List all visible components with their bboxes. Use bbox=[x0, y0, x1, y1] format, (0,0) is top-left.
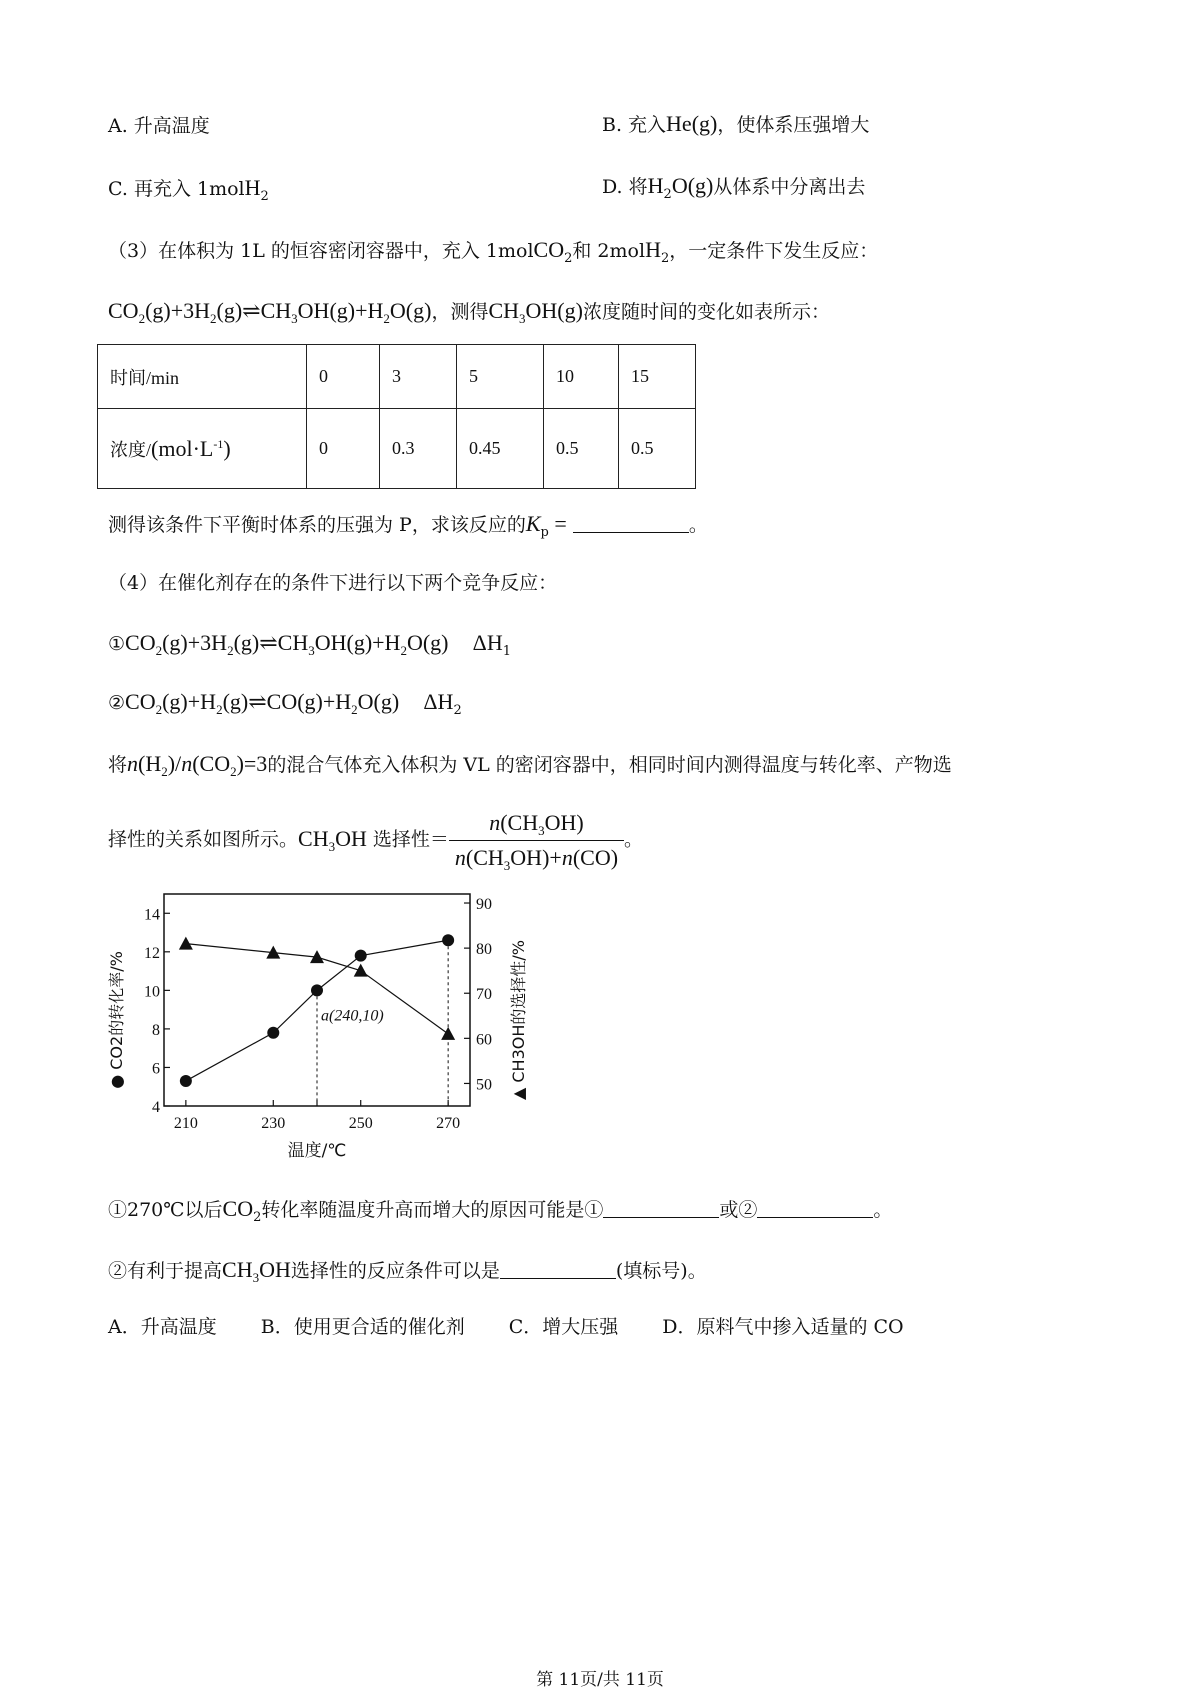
table-cell: 0.5 bbox=[619, 409, 696, 489]
answer-blank-3[interactable] bbox=[500, 1260, 616, 1279]
conc-unit: (mol·L bbox=[151, 435, 214, 461]
kp-sub: p bbox=[540, 525, 549, 540]
kp-eq: = bbox=[548, 511, 567, 536]
ch3oh-selectivity-point bbox=[179, 937, 193, 950]
selectivity-line bbox=[108, 808, 643, 873]
y-right-tick-label: 90 bbox=[476, 896, 492, 914]
ch3oh-selectivity-point bbox=[441, 1027, 455, 1040]
table-cell: 0.45 bbox=[457, 409, 544, 489]
y-right-tick-label: 70 bbox=[476, 986, 492, 1004]
table-cell: 0 bbox=[307, 345, 380, 409]
table-cell: 15 bbox=[619, 345, 696, 409]
co2-conversion-point bbox=[311, 984, 323, 996]
q4-sub1-co2: CO bbox=[222, 1196, 254, 1221]
q3-equation: $CO_2(g)+3H_2(g)\rightleftharpoons CH_3OH(g)+H_2O(g)$ bbox=[108, 298, 432, 326]
q3-h2: H bbox=[645, 237, 661, 262]
q3-h2-sub: 2 bbox=[660, 251, 670, 266]
option-d-formula-a: H bbox=[647, 173, 664, 198]
ratio-formula: $n(H_2)/n(CO_2)=3$ bbox=[127, 751, 268, 779]
y-left-tick-label: 4 bbox=[152, 1099, 160, 1116]
answer-blank-1[interactable] bbox=[603, 1199, 719, 1218]
y-left-tick-label: 6 bbox=[152, 1060, 160, 1078]
page-footer: 第 11页/共 11页 bbox=[536, 1670, 664, 1690]
kp-line bbox=[108, 510, 708, 539]
option-b-suffix: ，使体系压强增大 bbox=[717, 114, 870, 136]
y-left-tick-label: 14 bbox=[144, 906, 160, 924]
option-a-label: A. 升高温度 bbox=[108, 115, 210, 137]
q3-intro-a: （3）在体积为 1L 的恒容密闭容器中，充入 1mol bbox=[108, 240, 534, 262]
x-axis-label: 温度/℃ bbox=[287, 1141, 347, 1161]
q3-ch3oh: $CH_3OH(g)$ bbox=[488, 298, 583, 326]
q4-sub1-mid: 转化率随温度升高而增大的原因可能是① bbox=[261, 1199, 604, 1221]
y-right-tick-label: 80 bbox=[476, 941, 492, 959]
q4-sub2-prefix: ②有利于提高 bbox=[108, 1260, 223, 1282]
option-d-sub: 2 bbox=[663, 187, 672, 202]
selectivity-prefix: 择性的关系如图所示。 bbox=[108, 828, 299, 851]
table-row-concentration bbox=[98, 409, 696, 489]
q3-intro-c: ，一定条件下发生反应： bbox=[669, 240, 879, 262]
q4-sub2-end: (填标号)。 bbox=[615, 1260, 707, 1282]
q4-sub1-prefix: ①270℃以后 bbox=[108, 1199, 223, 1221]
reaction-2-dh: ΔH bbox=[423, 689, 454, 714]
kp-blank[interactable] bbox=[573, 514, 689, 533]
y-right-tick-label: 50 bbox=[476, 1076, 492, 1094]
q3-equation-line bbox=[108, 297, 830, 326]
option-c-sub: 2 bbox=[260, 189, 269, 204]
q3-after-ch3oh: 浓度随时间的变化如表所示： bbox=[582, 301, 830, 323]
x-tick-label: 210 bbox=[173, 1115, 198, 1132]
q4-sub1-or: 或② bbox=[719, 1199, 758, 1221]
option-d-suffix: 从体系中分离出去 bbox=[713, 176, 866, 198]
x-tick-label: 270 bbox=[436, 1115, 461, 1132]
ratio-line bbox=[108, 750, 952, 779]
answer-blank-2[interactable] bbox=[757, 1199, 873, 1218]
choice-b[interactable]: B．使用更合适的催化剂 bbox=[260, 1316, 465, 1338]
reaction-2-dh-sub: 2 bbox=[453, 703, 462, 718]
option-c-formula: H bbox=[244, 175, 261, 200]
conc-unit-sup: -1 bbox=[213, 436, 224, 451]
choice-a[interactable]: A．升高温度 bbox=[108, 1316, 217, 1338]
table-cell: 0.5 bbox=[544, 409, 619, 489]
option-d-formula-b: O(g) bbox=[671, 173, 714, 198]
kp-end: 。 bbox=[688, 514, 708, 536]
plot-frame bbox=[164, 894, 470, 1106]
reaction-1-dh: ΔH bbox=[472, 630, 503, 655]
option-c bbox=[108, 174, 269, 203]
option-d-prefix: D. 将 bbox=[602, 176, 648, 198]
table-header-time: 时间/min bbox=[98, 345, 307, 409]
y-left-tick-label: 8 bbox=[152, 1021, 160, 1039]
kp-text: 测得该条件下平衡时体系的压强为 P，求该反应的 bbox=[108, 514, 526, 536]
ratio-prefix: 将 bbox=[108, 754, 128, 776]
reaction-2-eq: $CO_2(g)+H_2(g)\rightleftharpoons CO(g)+H_2O(g)$ bbox=[125, 689, 400, 717]
y-left-tick-label: 10 bbox=[144, 983, 160, 1001]
selectivity-end: 。 bbox=[624, 828, 644, 851]
reaction-1 bbox=[108, 629, 511, 658]
selectivity-label: 选择性＝ bbox=[366, 828, 449, 851]
reaction-2 bbox=[108, 688, 462, 717]
table-cell: 3 bbox=[380, 345, 457, 409]
q4-sub2-mid: 选择性的反应条件可以是 bbox=[290, 1260, 500, 1282]
q3-after-eq: ，测得 bbox=[431, 301, 489, 323]
option-b bbox=[602, 110, 869, 139]
x-tick-label: 230 bbox=[261, 1115, 286, 1132]
choice-d[interactable]: D．原料气中掺入适量的 CO bbox=[662, 1316, 904, 1338]
co2-conversion-point bbox=[355, 950, 367, 962]
co2-conversion-point bbox=[267, 1027, 279, 1039]
co2-conversion-point bbox=[442, 934, 454, 946]
conc-unit-close: ) bbox=[223, 435, 231, 461]
fraction-denominator: $n(CH_3OH)+n(CO)$ bbox=[454, 845, 619, 873]
reaction-1-num: ① bbox=[108, 633, 126, 655]
reaction-2-num: ② bbox=[108, 692, 126, 714]
q3-intro-b: 和 2mol bbox=[572, 240, 646, 262]
y-right-tick-label: 60 bbox=[476, 1031, 492, 1049]
conc-label: 浓度/ bbox=[110, 439, 152, 460]
q4-sub2 bbox=[108, 1256, 707, 1285]
conversion-selectivity-chart bbox=[100, 880, 560, 1170]
reaction-1-dh-sub: 1 bbox=[502, 644, 511, 659]
table-row-time bbox=[98, 345, 696, 409]
fraction-numerator: $n(CH_3OH)$ bbox=[449, 808, 624, 841]
q3-co2: CO bbox=[533, 237, 565, 262]
option-c-prefix: C. 再充入 1mol bbox=[108, 178, 245, 200]
ch3oh-selectivity-point bbox=[354, 964, 368, 977]
q4-sub2-ch3oh: $CH_3OH$ bbox=[222, 1257, 291, 1285]
choices-row bbox=[108, 1313, 904, 1341]
y-right-axis-label: ▲ CH3OH的选择性/% bbox=[509, 940, 528, 1100]
reaction-1-eq: $CO_2(g)+3H_2(g)\rightleftharpoons CH_3OH(g)+H_2O(g)$ bbox=[125, 630, 449, 658]
table-cell: 10 bbox=[544, 345, 619, 409]
option-d bbox=[602, 172, 865, 201]
y-left-tick-label: 12 bbox=[144, 944, 160, 962]
y-left-axis-label: ● CO2的转化率/% bbox=[107, 951, 126, 1089]
option-b-formula: He(g) bbox=[666, 111, 718, 136]
table-header-concentration bbox=[98, 409, 307, 489]
q4-sub1 bbox=[108, 1195, 892, 1224]
option-b-prefix: B. 充入 bbox=[602, 114, 667, 136]
q3-co2-sub: 2 bbox=[564, 251, 573, 266]
table-cell: 0.3 bbox=[380, 409, 457, 489]
q4-intro: （4）在催化剂存在的条件下进行以下两个竞争反应： bbox=[108, 572, 558, 594]
x-tick-label: 250 bbox=[348, 1115, 373, 1132]
kp-symbol: K bbox=[525, 511, 541, 536]
co2-conversion-point bbox=[180, 1075, 192, 1087]
table-cell: 5 bbox=[457, 345, 544, 409]
choice-c[interactable]: C．增大压强 bbox=[508, 1316, 619, 1338]
table-cell: 0 bbox=[307, 409, 380, 489]
annotation-label: a(240,10) bbox=[321, 1007, 384, 1025]
selectivity-fraction bbox=[449, 808, 624, 873]
q4-sub1-co2-sub: 2 bbox=[253, 1210, 262, 1225]
q4-sub1-end: 。 bbox=[873, 1199, 893, 1221]
selectivity-name: $CH_3OH$ bbox=[298, 825, 367, 854]
option-a bbox=[108, 112, 210, 140]
ratio-suffix: 的混合气体充入体积为 VL 的密闭容器中，相同时间内测得温度与转化率、产物选 bbox=[267, 754, 952, 776]
concentration-table bbox=[97, 344, 696, 489]
q3-intro bbox=[108, 236, 878, 265]
